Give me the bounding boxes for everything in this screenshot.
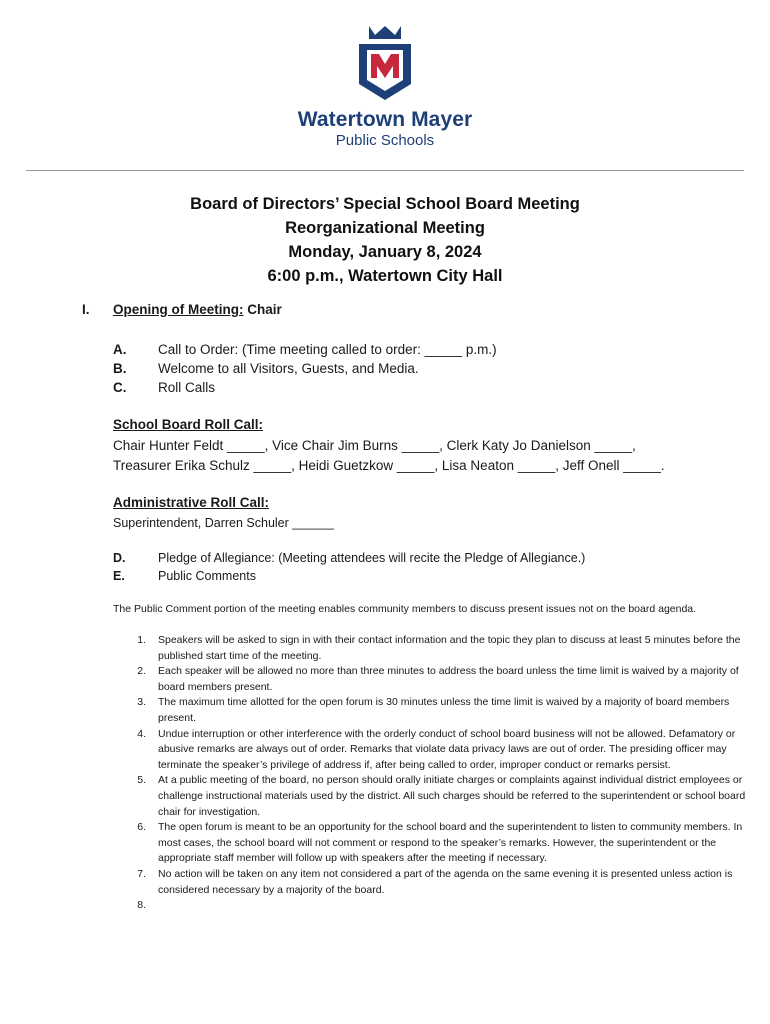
- agenda-item-letter: B.: [113, 361, 127, 376]
- list-item-text: The maximum time allotted for the open forum is 30 minutes unless the time limit is waived by a majority of board members present.: [158, 696, 730, 724]
- public-comment-rules: [113, 633, 753, 914]
- agenda-item: [113, 567, 585, 585]
- list-item: [113, 820, 753, 867]
- section-number: I.: [82, 302, 90, 317]
- meeting-time-location: 6:00 p.m., Watertown City Hall: [267, 267, 503, 285]
- list-item-text: No action will be taken on any item not considered a part of the agenda on the same evening it is presented unless action is considered necessary by a majority of the board.: [158, 867, 733, 896]
- list-item-number: 7.: [137, 867, 146, 880]
- meeting-title: Board of Directors’ Special School Board Meeting: [190, 195, 580, 213]
- logo-name: Watertown Mayer: [297, 108, 473, 131]
- list-item: [113, 727, 753, 774]
- list-item-number: 8.: [137, 899, 146, 912]
- agenda-item: [113, 359, 497, 378]
- list-item-text: Each speaker will be allowed no more than three minutes to address the board unless the time limit is waived by a majority of board members present.: [158, 665, 739, 693]
- district-logo: [0, 26, 770, 149]
- list-item-text: The open forum is meant to be an opportunity for the school board and the superintendent to listen to community members. In most cases, the school board will not comment or respond to the speaker’s remarks. However, the superintendent or the appropriate staff member will follow up with speakers after the meeting if necessary.: [158, 821, 743, 865]
- agenda-item-letter: C.: [113, 380, 127, 395]
- list-item-number: 6.: [137, 821, 146, 834]
- list-item-text: [158, 898, 753, 914]
- header-divider: [26, 170, 744, 171]
- public-comment-intro: The Public Comment portion of the meeting enables community members to discuss present issues not on the board agenda.: [113, 603, 697, 615]
- list-item-number: 1.: [137, 634, 146, 646]
- list-item-text: At a public meeting of the board, no person should orally initiate charges or complaints against individual district employees or challenge instructional materials used by the district. All such charges should be referred to the superintendent or school board chair for investigation.: [158, 774, 746, 818]
- crown-shield-logo-icon: [355, 26, 415, 100]
- agenda-items-a-c: [113, 340, 497, 397]
- list-item: [113, 898, 753, 914]
- agenda-item: [113, 378, 497, 397]
- section-heading: [113, 302, 282, 317]
- agenda-item-text: Pledge of Allegiance: (Meeting attendees will recite the Pledge of Allegiance.): [158, 551, 586, 565]
- list-item: [113, 664, 753, 695]
- list-item-number: 2.: [137, 665, 146, 678]
- admin-roll-call-heading: Administrative Roll Call:: [113, 495, 270, 510]
- agenda-item-text: Call to Order: (Time meeting called to order: _____ p.m.): [158, 342, 497, 357]
- list-item-number: 5.: [137, 774, 146, 787]
- section-heading-role: Chair: [243, 302, 282, 317]
- meeting-type: Reorganizational Meeting: [285, 219, 485, 237]
- agenda-item-letter: D.: [113, 551, 126, 565]
- list-item: [113, 867, 753, 898]
- list-item-number: 4.: [137, 727, 146, 740]
- agenda-items-d-e: [113, 549, 585, 585]
- list-item-text: Speakers will be asked to sign in with their contact information and the topic they plan to discuss at least 5 minutes before the published start time of the meeting.: [158, 634, 741, 662]
- agenda-item: [113, 549, 585, 567]
- section-heading-label: Opening of Meeting:: [113, 302, 244, 317]
- agenda-item-text: Public Comments: [158, 569, 256, 583]
- agenda-item-text: Roll Calls: [158, 380, 216, 395]
- board-roll-call-line: Treasurer Erika Schulz _____, Heidi Guetzkow _____, Lisa Neaton _____, Jeff Onell _____.: [113, 458, 665, 473]
- agenda-item-text: Welcome to all Visitors, Guests, and Media.: [158, 361, 419, 376]
- list-item-number: 3.: [137, 696, 146, 709]
- board-roll-call-line: Chair Hunter Feldt _____, Vice Chair Jim Burns _____, Clerk Katy Jo Danielson _____,: [113, 438, 636, 453]
- agenda-item: [113, 340, 497, 359]
- list-item: [113, 695, 753, 726]
- list-item: [113, 633, 753, 664]
- list-item-text: Undue interruption or other interference with the orderly conduct of school board business will not be allowed. Defamatory or abusive remarks are always out of order. Remarks that violate data privacy laws are out of order. The presiding officer may terminate the speaker’s privilege of address if, after being called to order, improper conduct or remarks persist.: [158, 727, 736, 771]
- admin-roll-call-line: Superintendent, Darren Schuler ______: [113, 516, 334, 530]
- logo-subtitle: Public Schools: [335, 132, 435, 149]
- agenda-item-letter: E.: [113, 569, 125, 583]
- agenda-item-letter: A.: [113, 342, 127, 357]
- meeting-date: Monday, January 8, 2024: [288, 243, 482, 261]
- meeting-title-block: [0, 192, 770, 288]
- board-roll-call-heading: School Board Roll Call:: [113, 417, 264, 432]
- list-item: [113, 773, 753, 820]
